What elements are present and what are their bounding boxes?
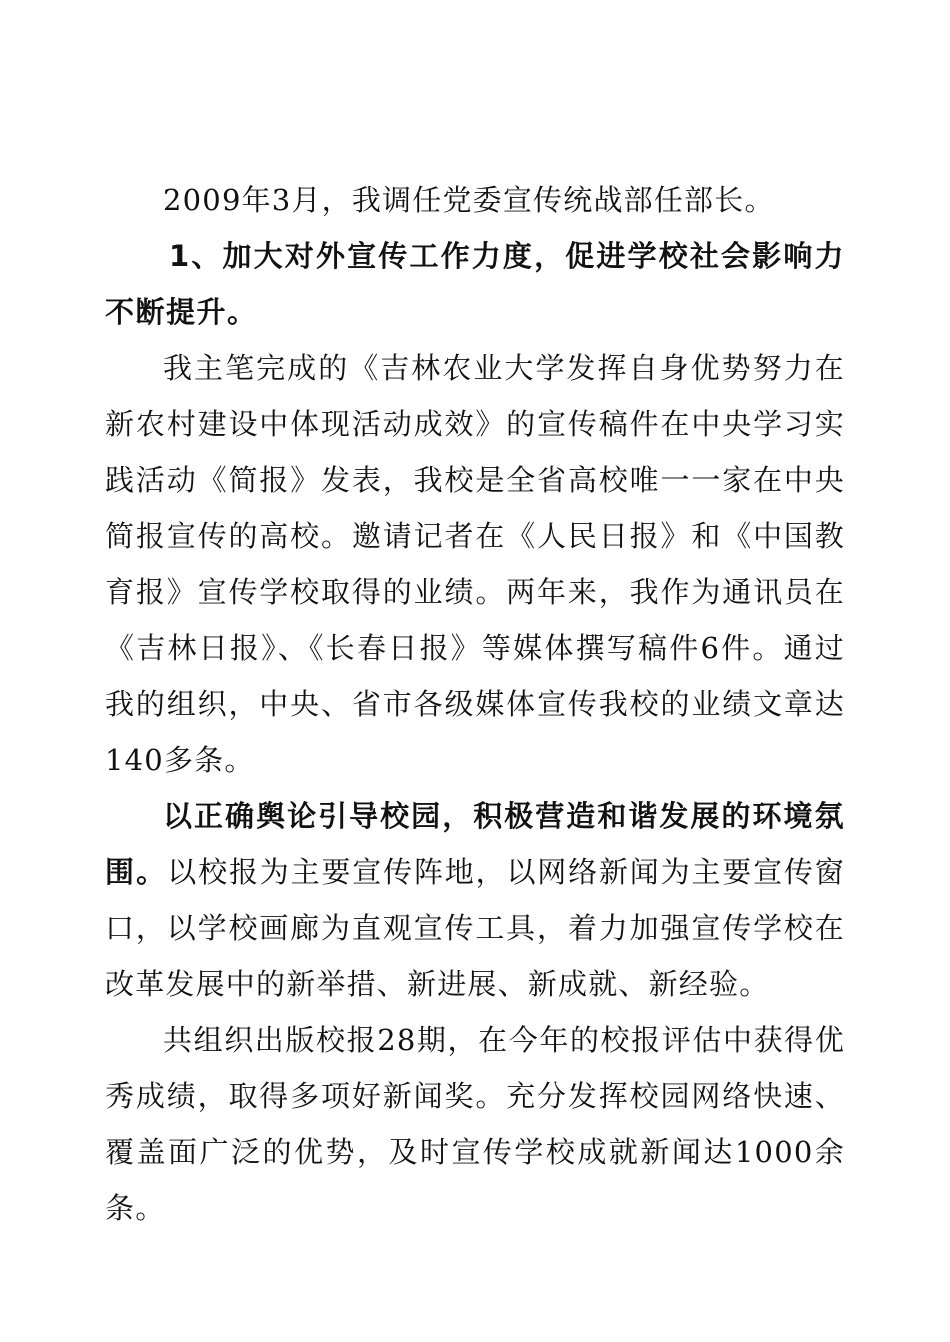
paragraph-text: 我主笔完成的《吉林农业大学发挥自身优势努力在新农村建设中体现活动成效》的宣传稿件在中央学习实践活动《简报》发表，我校是全省高校唯一一家在中央简报宣传的高校。邀请记者在《人民日报》和《中国教育报》宣传学校取得的业绩。两年来，我作为通讯员在《吉林日报》、《长春日报》等媒体撰写稿件6件。通过我的组织，中央、省市各级媒体宣传我校的业绩文章达140多条。: [105, 351, 845, 777]
paragraph-lead-bold: 以正确舆论引导校园，积极营造和谐发展的环境氛围。: [105, 799, 845, 889]
paragraph-appointment: [105, 172, 845, 228]
section-heading-external-publicity: [105, 228, 845, 340]
paragraph-media-coverage: [105, 340, 845, 788]
paragraph-school-newspaper: [105, 1012, 845, 1236]
paragraph-text: 以校报为主要宣传阵地，以网络新闻为主要宣传窗口，以学校画廊为直观宣传工具，着力加强宣传学校在改革发展中的新举措、新进展、新成就、新经验。: [105, 855, 845, 1001]
paragraph-text: 2009年3月，我调任党委宣传统战部任部长。: [163, 183, 775, 217]
paragraph-campus-opinion: [105, 788, 845, 1012]
document-body: [105, 172, 845, 1236]
paragraph-text: 共组织出版校报28期，在今年的校报评估中获得优秀成绩，取得多项好新闻奖。充分发挥校园网络快速、覆盖面广泛的优势，及时宣传学校成就新闻达1000余条。: [105, 1023, 845, 1225]
heading-text: 1、加大对外宣传工作力度，促进学校社会影响力不断提升。: [105, 239, 845, 329]
